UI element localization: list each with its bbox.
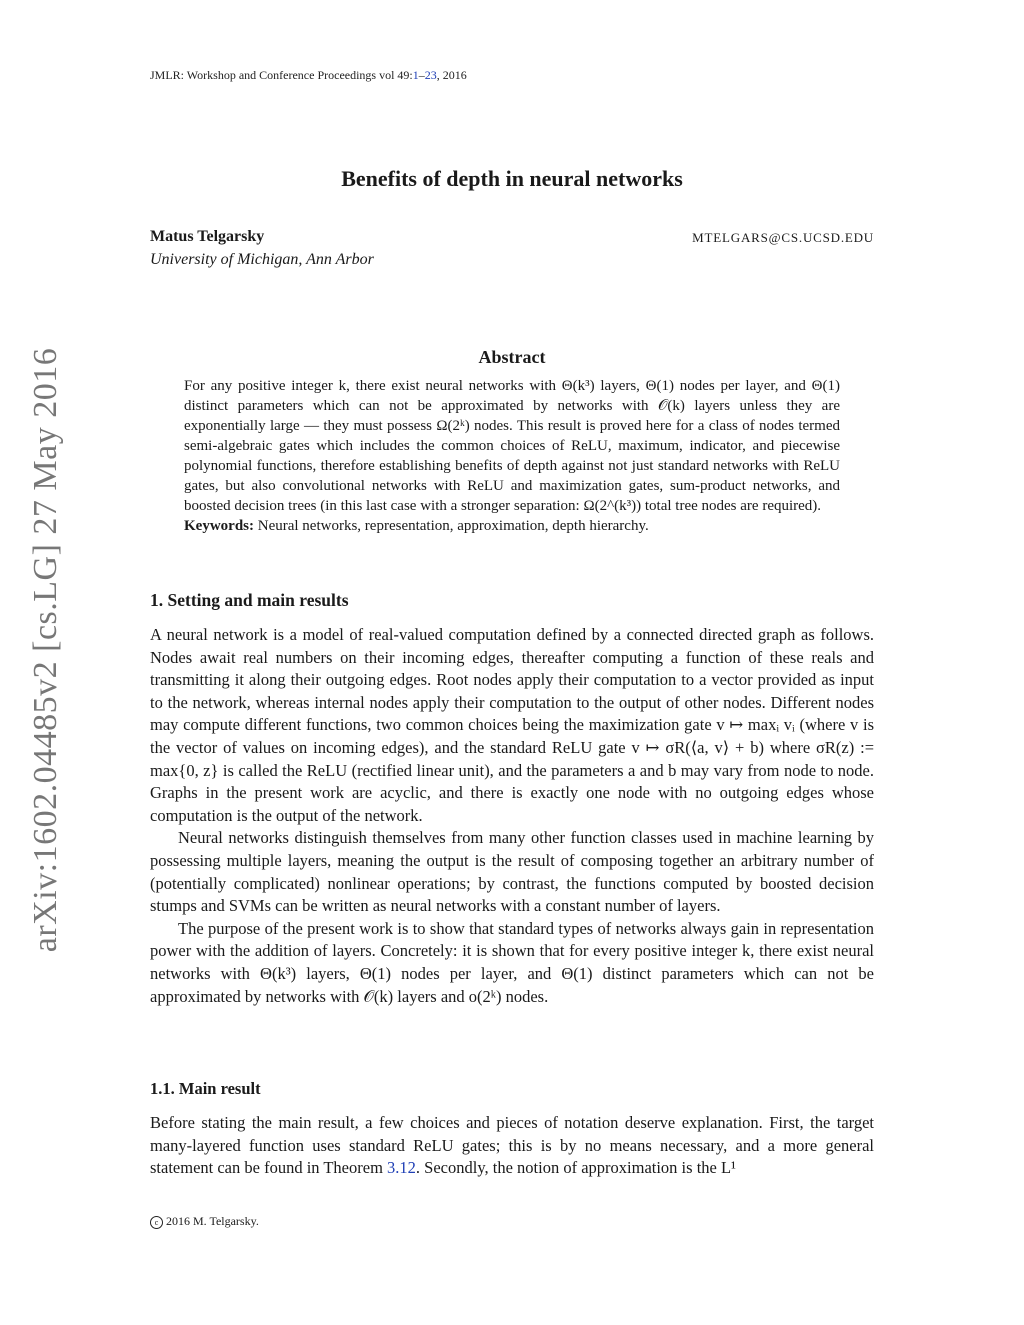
section-1-1-body bbox=[150, 1112, 874, 1180]
section-heading-1-1: 1.1. Main result bbox=[150, 1079, 261, 1098]
page-end-link[interactable]: 23 bbox=[424, 68, 437, 82]
copyright-footer bbox=[150, 1214, 259, 1229]
keywords-line bbox=[184, 516, 840, 536]
section-1-paragraph-1: A neural network is a model of real-valued computation defined by a connected directed graph as follows. Nodes await real numbers on their incoming edges, thereafter computing a function of these reals and transmitting it along their outgoing edges. Root nodes apply their computation to a vector provided as input to the network, whereas internal nodes apply their computation to the output of other nodes. Different nodes may compute different functions, two common choices being the maximization gate v ↦ maxᵢ vᵢ (where v is the vector of values on incoming edges), and the standard ReLU gate v ↦ σR(⟨a, v⟩ + b) where σR(z) := max{0, z} is called the ReLU (rectified linear unit), and the parameters a and b may vary from node to node. Graphs in the present work are acyclic, and there is exactly one node with no outgoing edges whose computation is the output of the network. bbox=[150, 625, 874, 825]
author-name: Matus Telgarsky bbox=[150, 228, 265, 245]
abstract-text: For any positive integer k, there exist neural networks with Θ(k³) layers, Θ(1) nodes per layer, and Θ(1) distinct parameters which can not be approximated by networks with 𝒪(k) layers unless they are exponentially large — they must possess Ω(2ᵏ) nodes. This result is proved here for a class of nodes termed semi-algebraic gates which includes the common choices of ReLU, maximum, indicator, and piecewise polynomial functions, therefore establishing benefits of depth against not just standard networks with ReLU gates, but also convolutional networks with ReLU and maximization gates, sum-product networks, and boosted decision trees (in this last case with a stronger separation: Ω(2^(k³)) total tree nodes are required). bbox=[184, 378, 840, 514]
theorem-ref-link[interactable]: 3.12 bbox=[387, 1158, 416, 1178]
section-1-paragraph-3: The purpose of the present work is to show that standard types of networks always gain in representation power with the addition of layers. Concretely: it is shown that for every positive integer k, there exist neural networks with Θ(k³) layers, Θ(1) nodes per layer, and Θ(1) distinct parameters which can not be approximated by networks with 𝒪(k) layers and o(2ᵏ) nodes. bbox=[150, 918, 874, 1006]
copyright-icon: c bbox=[150, 1216, 163, 1229]
section-1-body bbox=[150, 624, 874, 1008]
page-start-link[interactable]: 1 bbox=[412, 68, 419, 82]
abstract-heading: Abstract bbox=[478, 347, 546, 367]
section-heading-1: 1. Setting and main results bbox=[150, 590, 349, 610]
paragraph-text-before-ref: Before stating the main result, a few choices and pieces of notation deserve explanation. First, the target many-layered function uses standard ReLU gates; this is by no means necessary, and a more general statement can be found in Theorem bbox=[150, 1113, 874, 1178]
author-email[interactable]: MTELGARS@CS.UCSD.EDU bbox=[692, 230, 874, 245]
copyright-text: 2016 M. Telgarsky. bbox=[166, 1214, 259, 1228]
author-affiliation: University of Michigan, Ann Arbor bbox=[150, 251, 374, 268]
section-1-paragraph-2: Neural networks distinguish themselves from many other function classes used in machine learning by possessing multiple layers, meaning the output is the result of composing together an arbitrary number of (potentially complicated) nonlinear operations; by contrast, the functions computed by boosted decision stumps and SVMs can be written as neural networks with a constant number of layers. bbox=[150, 828, 874, 916]
keywords-text: Neural networks, representation, approximation, depth hierarchy. bbox=[257, 518, 649, 534]
arxiv-identifier: arXiv:1602.04485v2 [cs.LG] 27 May 2016 bbox=[27, 347, 64, 953]
venue-prefix: JMLR: Workshop and Conference Proceedings vol 49: bbox=[150, 68, 413, 82]
paper-title: Benefits of depth in neural networks bbox=[341, 166, 683, 191]
page-range-separator: – bbox=[418, 68, 425, 82]
paragraph-text-after-ref: . Secondly, the notion of approximation is the L¹ bbox=[415, 1158, 736, 1178]
venue-year: , 2016 bbox=[436, 68, 467, 82]
section-1-1-paragraph-1 bbox=[150, 1112, 874, 1180]
venue-header bbox=[150, 68, 467, 83]
keywords-label: Keywords: bbox=[184, 518, 254, 534]
abstract-block bbox=[184, 376, 840, 536]
